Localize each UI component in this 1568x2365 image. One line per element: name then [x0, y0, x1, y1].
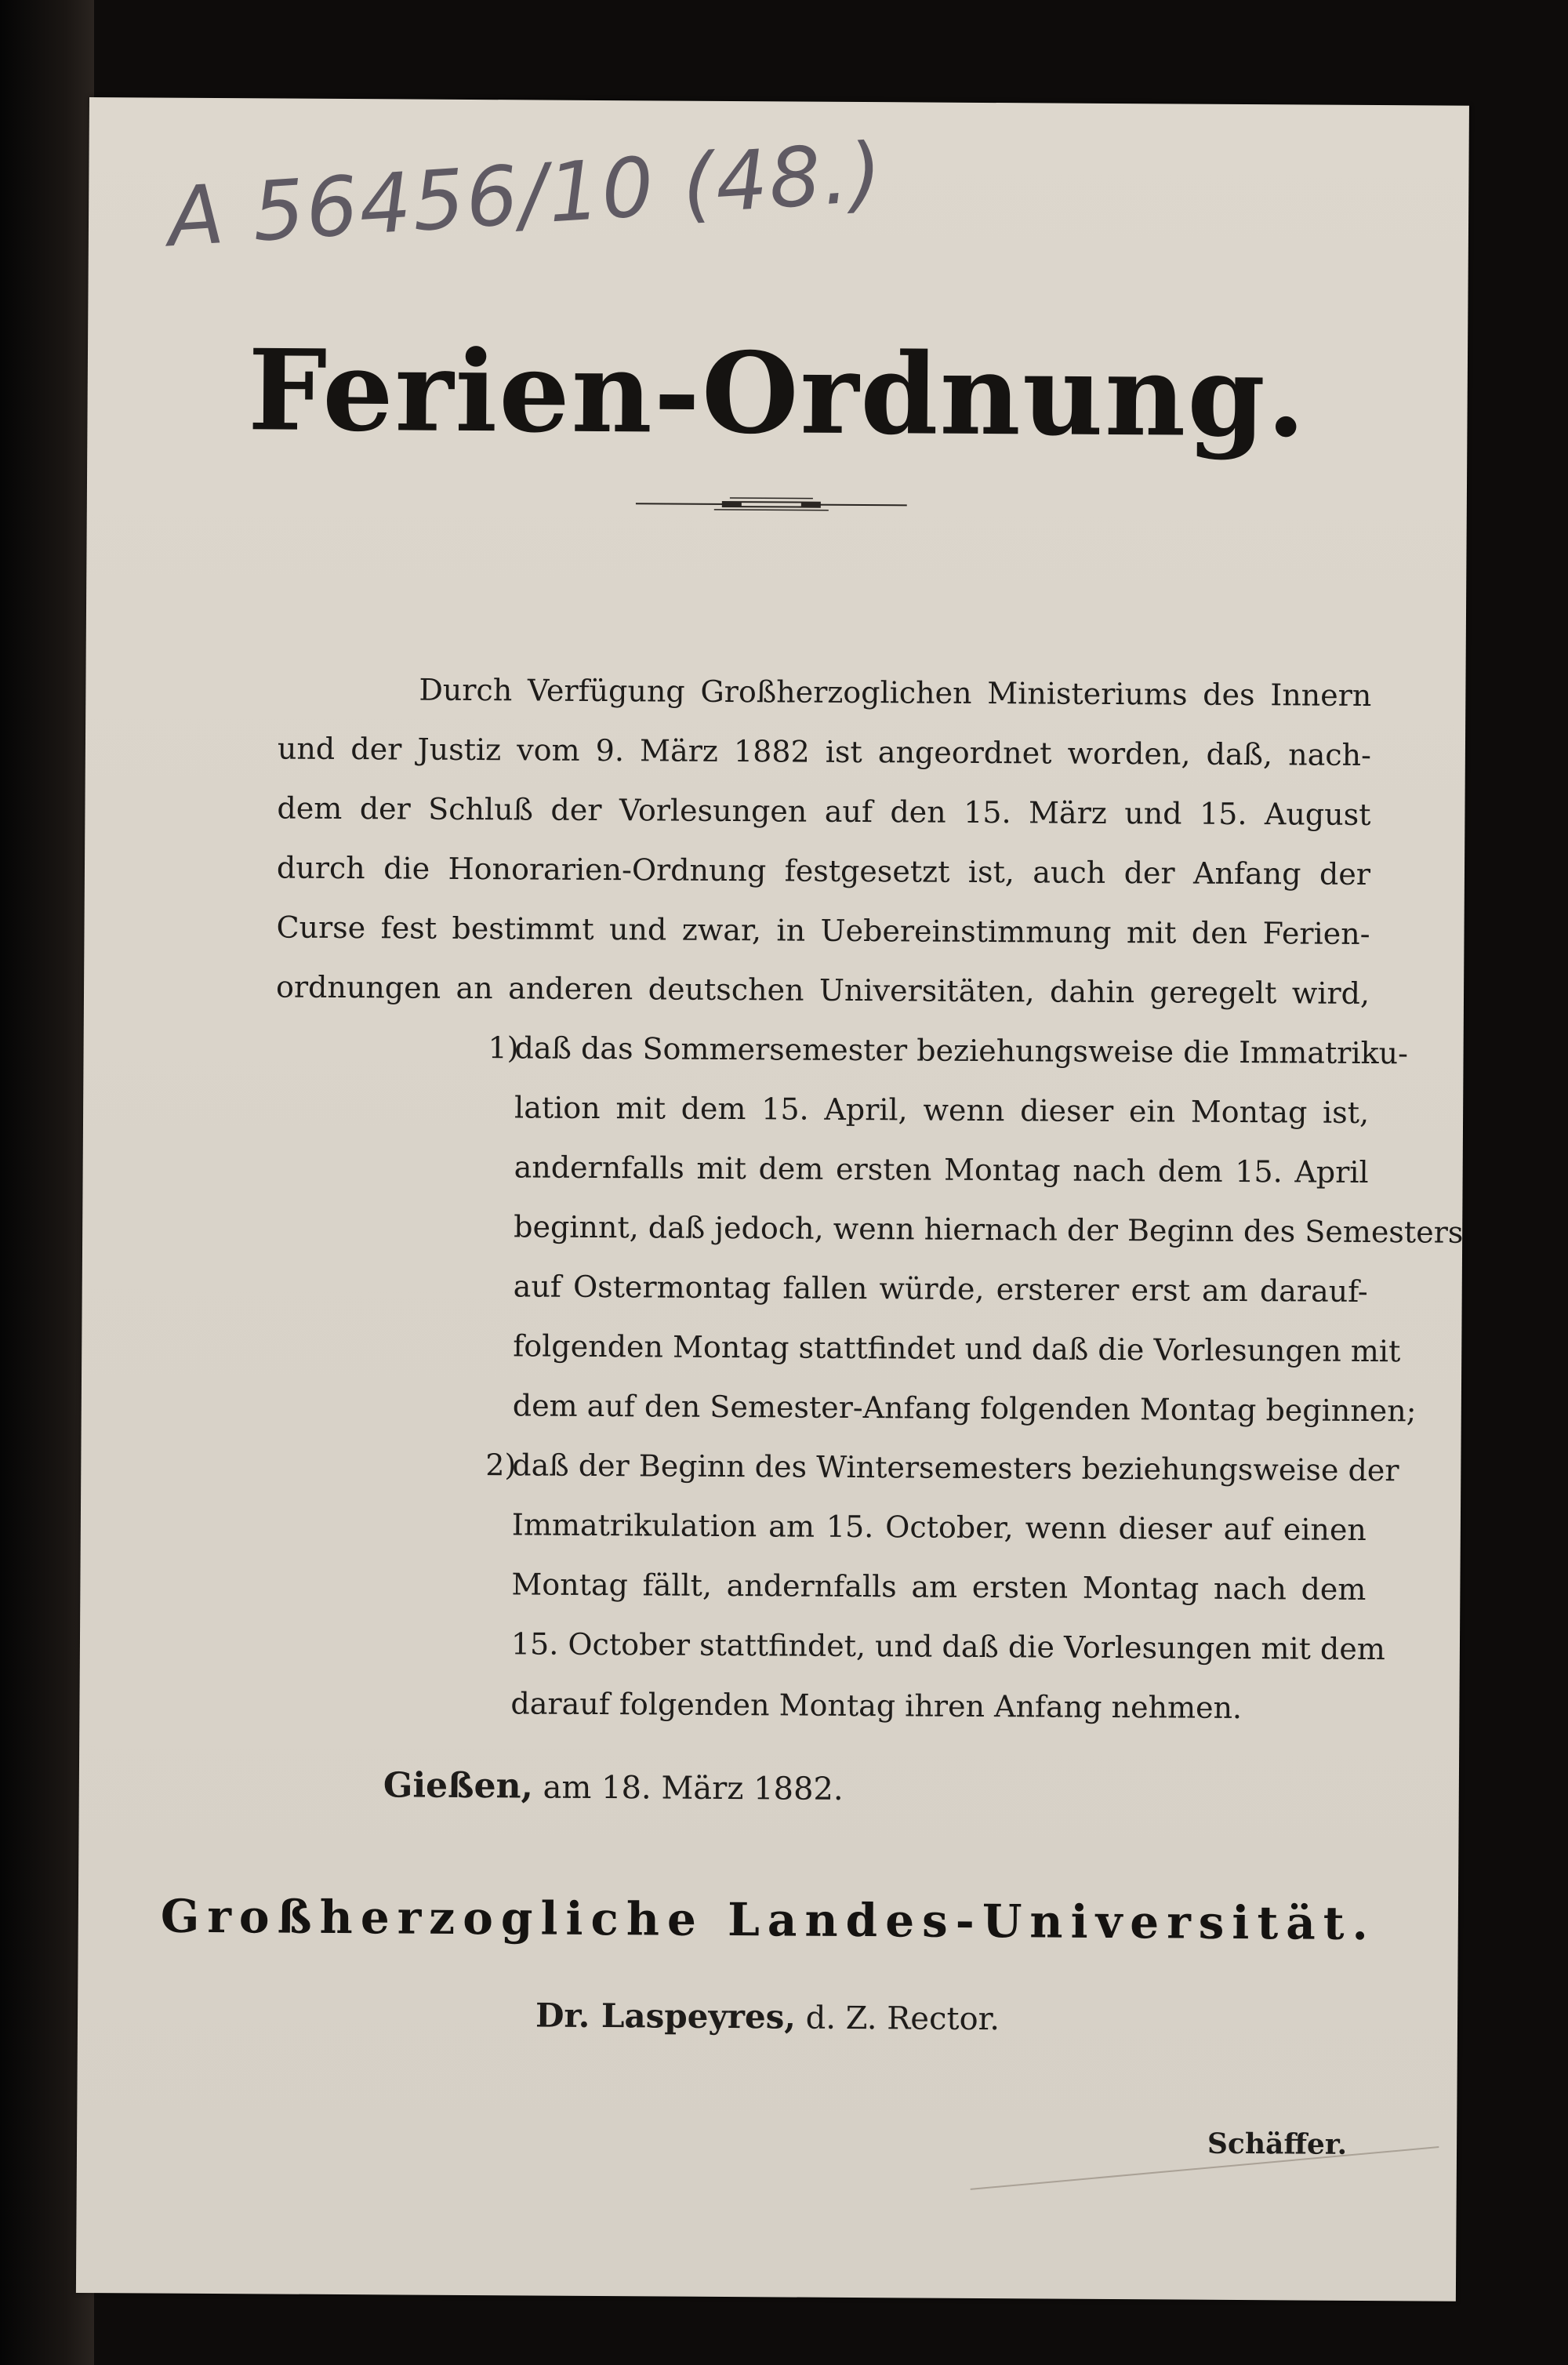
item-line: lation mit dem 15. April, wenn dieser ein Montag ist, — [514, 1090, 1370, 1130]
item-line: beginnt, daß jedoch, wenn hiernach der Beginn des Semesters — [514, 1209, 1464, 1250]
signatory-name: Dr. Laspeyres, — [535, 1996, 797, 2036]
item-line: daß der Beginn des Wintersemesters beziehungsweise der — [512, 1448, 1399, 1488]
item-number: 1) — [488, 1030, 519, 1066]
handwritten-shelfmark: A 56456/10 (48.) — [165, 124, 887, 266]
place-and-date — [383, 1765, 844, 1808]
item-line: 15. October stattfindet, und daß die Vorlesungen mit dem — [510, 1626, 1385, 1667]
item-line: andernfalls mit dem ersten Montag nach dem 15. April — [514, 1150, 1369, 1190]
printer-mark: Schäffer. — [1207, 2127, 1348, 2161]
item-line: folgenden Montag stattfindet und daß die Vorlesungen mit — [513, 1328, 1401, 1369]
list-item-1 — [274, 1016, 1464, 1440]
item-line: auf Ostermontag fallen würde, ersterer erst am darauf- — [513, 1269, 1368, 1309]
signature-line — [78, 1993, 1457, 2040]
signatory-role: d. Z. Rector. — [805, 2000, 1000, 2038]
date: am 18. März 1882. — [543, 1769, 844, 1807]
item-line: darauf folgenden Montag ihren Anfang nehmen. — [510, 1686, 1243, 1726]
item-line: daß das Sommersemester beziehungsweise die Immatriku- — [514, 1030, 1409, 1071]
item-line: dem auf den Semester-Anfang folgenden Montag beginnen; — [512, 1388, 1417, 1429]
intro-line: ordnungen an anderen deutschen Universitäten, dahin geregelt wird, — [275, 969, 1370, 1011]
ordinance-body — [271, 659, 1464, 1738]
intro-line: Curse fest bestimmt und zwar, in Uebereinstimmung mit den Ferien- — [276, 910, 1370, 951]
item-line: Montag fällt, andernfalls am ersten Montag nach dem — [511, 1567, 1367, 1607]
page-title: Ferien-Ordnung. — [247, 325, 1308, 463]
list-item-2 — [271, 1433, 1399, 1738]
place: Gießen, — [383, 1765, 534, 1807]
intro-line: und der Justiz vom 9. März 1882 ist angeordnet worden, daß, nach- — [277, 731, 1372, 773]
document-page — [76, 97, 1469, 2301]
intro-line: Durch Verfügung Großherzoglichen Ministeriums des Innern — [419, 672, 1372, 714]
title-rule-ornament — [636, 494, 907, 514]
intro-line: dem der Schluß der Vorlesungen auf den 15. März und 15. August — [277, 790, 1371, 833]
paper-fold-crease — [971, 2146, 1439, 2190]
intro-line: durch die Honorarien-Ordnung festgesetzt ist, auch der Anfang der — [276, 850, 1371, 892]
issuing-university: Großherzogliche Landes-Universität. — [160, 1889, 1377, 1951]
item-number: 2) — [485, 1448, 517, 1483]
item-line: Immatrikulation am 15. October, wenn dieser auf einen — [511, 1507, 1367, 1547]
